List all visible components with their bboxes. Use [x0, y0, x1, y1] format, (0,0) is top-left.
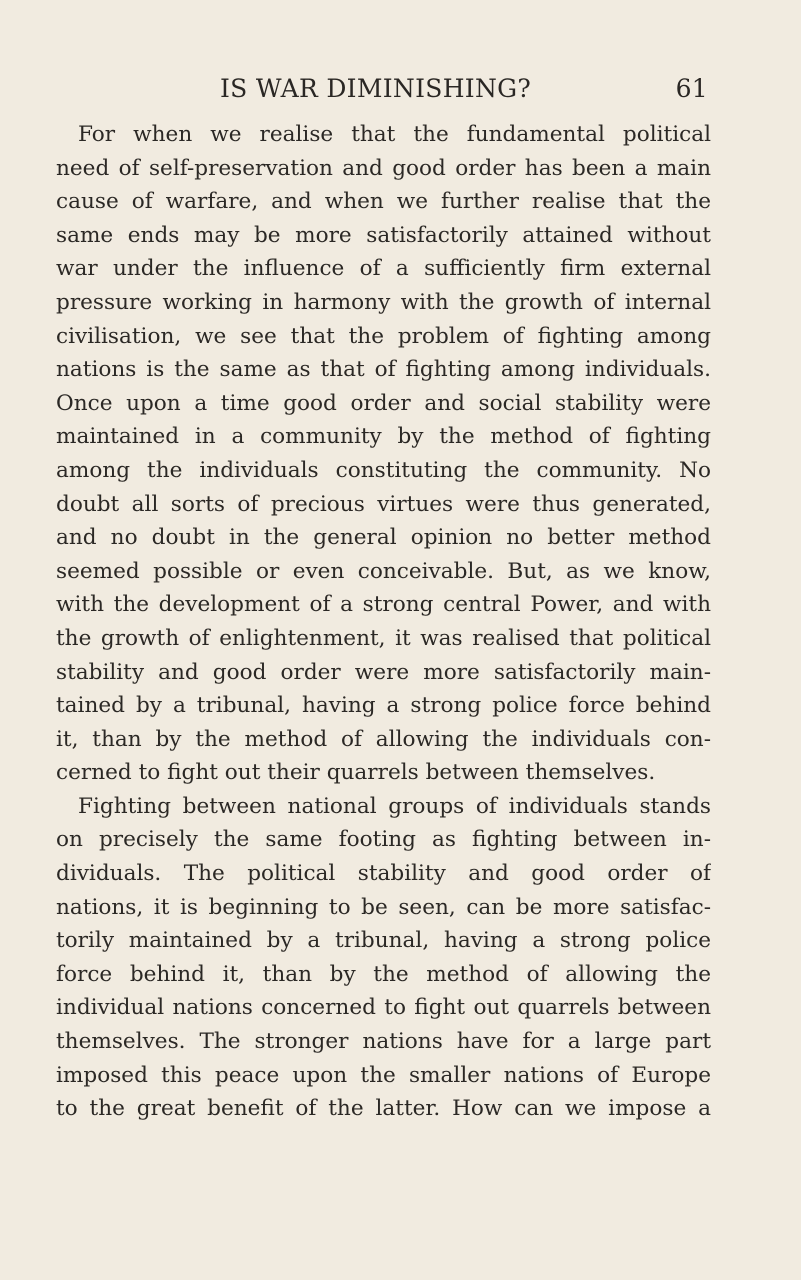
text-line: it, than by the method of allowing the individuals con-: [56, 726, 711, 752]
text-line: seemed possible or even conceivable. But, as we know,: [56, 558, 711, 584]
text-line: the growth of enlightenment, it was realised that political: [56, 625, 711, 651]
text-line: and no doubt in the general opinion no better method: [56, 525, 711, 551]
running-head: [96, 70, 708, 110]
text-line: nations is the same as that of fighting among individuals.: [56, 357, 711, 383]
text-line: cause of warfare, and when we further realise that the: [56, 189, 711, 215]
text-line: individual nations concerned to fight out quarrels between: [56, 995, 711, 1021]
text-line: pressure working in harmony with the growth of internal: [56, 289, 711, 315]
body-text: [56, 118, 711, 1126]
text-line: For when we realise that the fundamental political: [78, 122, 711, 147]
text-line: war under the influence of a sufficiently firm external: [56, 256, 711, 282]
text-line: imposed this peace upon the smaller nations of Europe: [56, 1062, 711, 1088]
text-line: doubt all sorts of precious virtues were thus generated,: [56, 491, 711, 517]
text-line: Fighting between national groups of individuals stands: [78, 793, 711, 819]
text-line: dividuals. The political stability and good order of: [56, 861, 711, 887]
text-line: civilisation, we see that the problem of fighting among: [56, 323, 711, 349]
text-line: stability and good order were more satisfactorily main-: [56, 659, 711, 685]
text-line: among the individuals constituting the community. No: [56, 457, 711, 483]
text-line: to the great benefit of the latter. How can we impose a: [56, 1096, 711, 1122]
text-line: Once upon a time good order and social stability were: [56, 390, 711, 416]
text-line: tained by a tribunal, having a strong police force behind: [56, 693, 711, 719]
page-number: 61: [675, 74, 708, 103]
text-line: on precisely the same footing as fighting between in-: [56, 827, 711, 853]
text-line: need of self-preservation and good order has been a main: [56, 155, 711, 181]
text-line: themselves. The stronger nations have for a large part: [56, 1029, 711, 1055]
running-title: IS WAR DIMINISHING?: [220, 74, 532, 103]
text-line: with the development of a strong central Power, and with: [56, 592, 711, 618]
text-line: force behind it, than by the method of allowing the: [56, 961, 711, 987]
text-line: cerned to fight out their quarrels between themselves.: [56, 760, 656, 786]
text-line: torily maintained by a tribunal, having a strong police: [56, 928, 711, 954]
text-line: same ends may be more satisfactorily attained without: [56, 222, 711, 248]
text-line: maintained in a community by the method of fighting: [56, 424, 711, 450]
text-line: nations, it is beginning to be seen, can be more satisfac-: [56, 894, 711, 920]
